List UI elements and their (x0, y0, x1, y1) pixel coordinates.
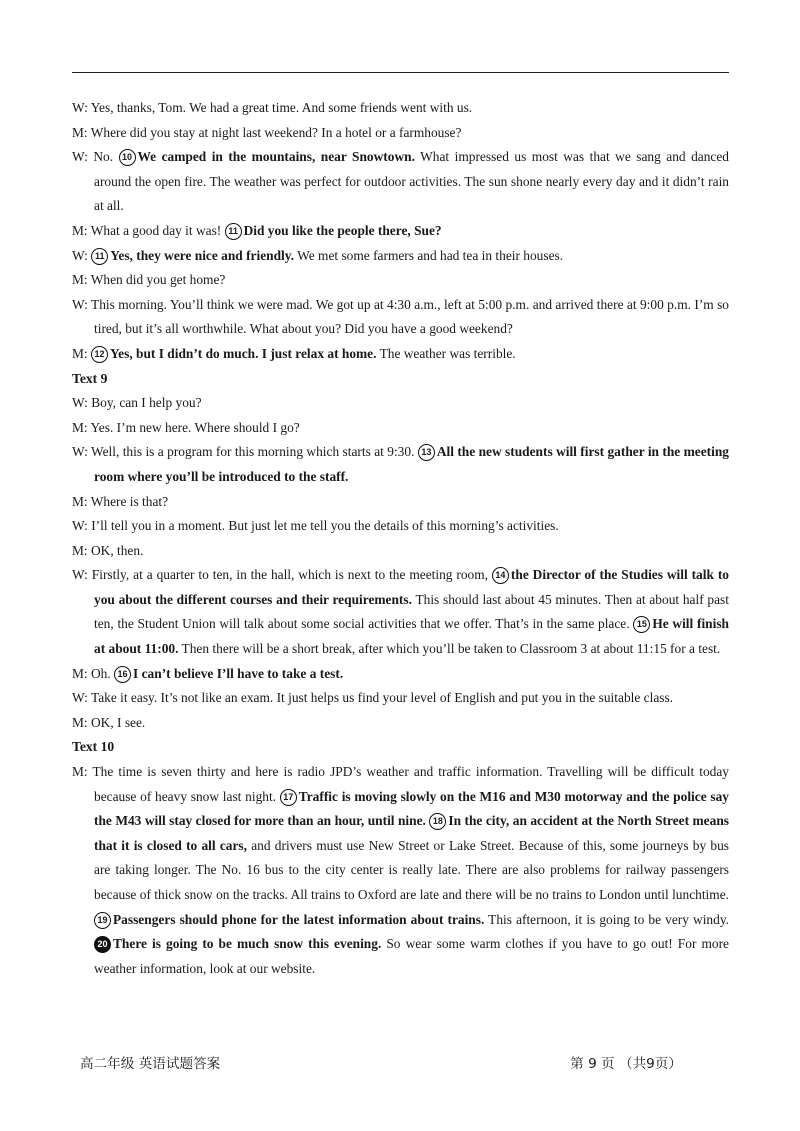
dialogue-text: This should last about 45 minutes. Then at about half past ten, the Student Union will talk about some social activities that we offer. That’s in the same place. (94, 591, 729, 632)
dialogue-line (72, 121, 729, 146)
dialogue-line (72, 490, 729, 515)
dialogue-line (72, 391, 729, 416)
question-number-marker: 19 (94, 912, 111, 929)
answer-text: the Director of the Studies will talk to you about the different courses and their requirements. (94, 567, 729, 607)
dialogue-text: Text 10 (72, 739, 115, 755)
dialogue-text: M: Yes. I’m new here. Where should I go? (72, 419, 300, 435)
dialogue-text: M: (72, 345, 91, 361)
question-number-marker: 15 (633, 616, 650, 633)
dialogue-line (72, 342, 729, 367)
dialogue-text: M: What a good day it was! (72, 222, 225, 238)
dialogue-line (72, 711, 729, 736)
dialogue-text: M: The time is seven thirty and here is radio JPD’s weather and traffic information. Travelling will be difficult today because of heavy snow last night. (72, 764, 729, 804)
dialogue-text: M: OK, I see. (72, 714, 146, 730)
dialogue-line (72, 514, 729, 539)
dialogue-line (72, 293, 729, 342)
dialogue-text: and drivers must use New Street or Lake Street. Because of this, some journeys by bus are taking longer. The No. 16 bus to the city center is really late. There are also problems for railway passengers because of thick snow on the tracks. All trains to Oxford are late and there will be no trains to London until lunchtime. (94, 837, 729, 902)
dialogue-text: W: Yes, thanks, Tom. We had a great time. And some friends went with us. (72, 100, 473, 115)
dialogue-text: So wear some warm clothes if you have to go out! For more weather information, look at our website. (94, 936, 729, 976)
dialogue-text: M: Oh. (72, 665, 115, 681)
header-rule (72, 72, 729, 73)
dialogue-line (72, 760, 729, 981)
dialogue-text: M: Where did you stay at night last weekend? In a hotel or a farmhouse? (72, 124, 462, 140)
answer-text: Yes, they were nice and friendly. (110, 247, 295, 263)
question-number-marker: 17 (280, 789, 297, 806)
dialogue-line (72, 416, 729, 441)
question-number-marker: 14 (492, 567, 509, 584)
question-number-marker: 11 (225, 223, 242, 240)
question-number-marker: 13 (418, 444, 435, 461)
dialogue-line (72, 219, 729, 244)
dialogue-text: W: This morning. You’ll think we were mad. We got up at 4:30 a.m., left at 5:00 p.m. and arrived there at 9:00 p.m. I’m so tired, but it’s all worthwhile. What about you? Did you have a good weekend? (72, 296, 729, 337)
transcript-body (72, 96, 729, 981)
dialogue-line (72, 96, 729, 121)
dialogue-text: W: Take it easy. It’s not like an exam. It just helps us find your level of English and put you in the suitable class. (72, 690, 674, 706)
answer-text: All the new students will first gather in the meeting room where you’ll be introduced to the staff. (94, 444, 729, 484)
dialogue-text: W: (72, 247, 92, 263)
dialogue-text: W: I’ll tell you in a moment. But just let me tell you the details of this morning’s activities. (72, 518, 559, 534)
answer-text: I can’t believe I’ll have to take a test. (133, 665, 344, 681)
dialogue-line (72, 686, 729, 711)
section-title (72, 735, 729, 760)
dialogue-text: W: Boy, can I help you? (72, 395, 202, 411)
dialogue-text: M: OK, then. (72, 542, 144, 558)
question-number-marker: 18 (429, 813, 446, 830)
dialogue-text: W: Well, this is a program for this morning which starts at 9:30. (72, 444, 418, 460)
section-title (72, 367, 729, 392)
dialogue-line (72, 145, 729, 219)
dialogue-line (72, 440, 729, 489)
question-number-marker: 12 (91, 346, 108, 363)
dialogue-text: Then there will be a short break, after which you’ll be taken to Classroom 3 at about 11:15 for a test. (178, 641, 721, 657)
dialogue-text: M: Where is that? (72, 493, 169, 509)
answer-text: He will finish at about 11:00. (94, 616, 729, 657)
dialogue-line (72, 662, 729, 687)
dialogue-line (72, 268, 729, 293)
dialogue-text: This afternoon, it is going to be very windy. (484, 911, 729, 927)
dialogue-line (72, 244, 729, 269)
dialogue-text: We met some farmers and had tea in their houses. (294, 247, 564, 263)
dialogue-text: The weather was terrible. (376, 345, 516, 361)
answer-text: Yes, but I didn’t do much. I just relax at home. (109, 345, 377, 361)
answer-text: In the city, an accident at the North Street means that it is closed to all cars, (94, 813, 729, 853)
question-number-marker: 11 (91, 248, 108, 265)
answer-text: Did you like the people there, Sue? (243, 222, 442, 238)
answer-text: Traffic is moving slowly on the M16 and M30 motorway and the police say the M43 will stay closed for more than an hour, until nine. (94, 788, 730, 829)
page-number: 第 9 页 （共9页） (570, 1056, 682, 1072)
answer-text: There is going to be much snow this evening. (113, 936, 382, 952)
dialogue-line (72, 563, 729, 661)
dialogue-text: M: When did you get home? (72, 272, 226, 288)
answer-text: Passengers should phone for the latest information about trains. (113, 911, 485, 927)
question-number-marker: 10 (119, 149, 136, 166)
question-number-marker: 20 (94, 936, 111, 953)
dialogue-text: Text 9 (72, 370, 108, 386)
dialogue-text: W: Firstly, at a quarter to ten, in the hall, which is next to the meeting room, (72, 567, 492, 583)
dialogue-text: W: No. (72, 149, 119, 165)
question-number-marker: 16 (114, 666, 131, 683)
dialogue-text: What impressed us most was that we sang and danced around the open fire. The weather was perfect for outdoor activities. The sun shone nearly every day and it didn’t rain at all. (94, 149, 729, 214)
answer-text: We camped in the mountains, near Snowtown. (137, 149, 415, 165)
footer-title: 高二年级 英语试题答案 (80, 1056, 221, 1072)
dialogue-line (72, 539, 729, 564)
